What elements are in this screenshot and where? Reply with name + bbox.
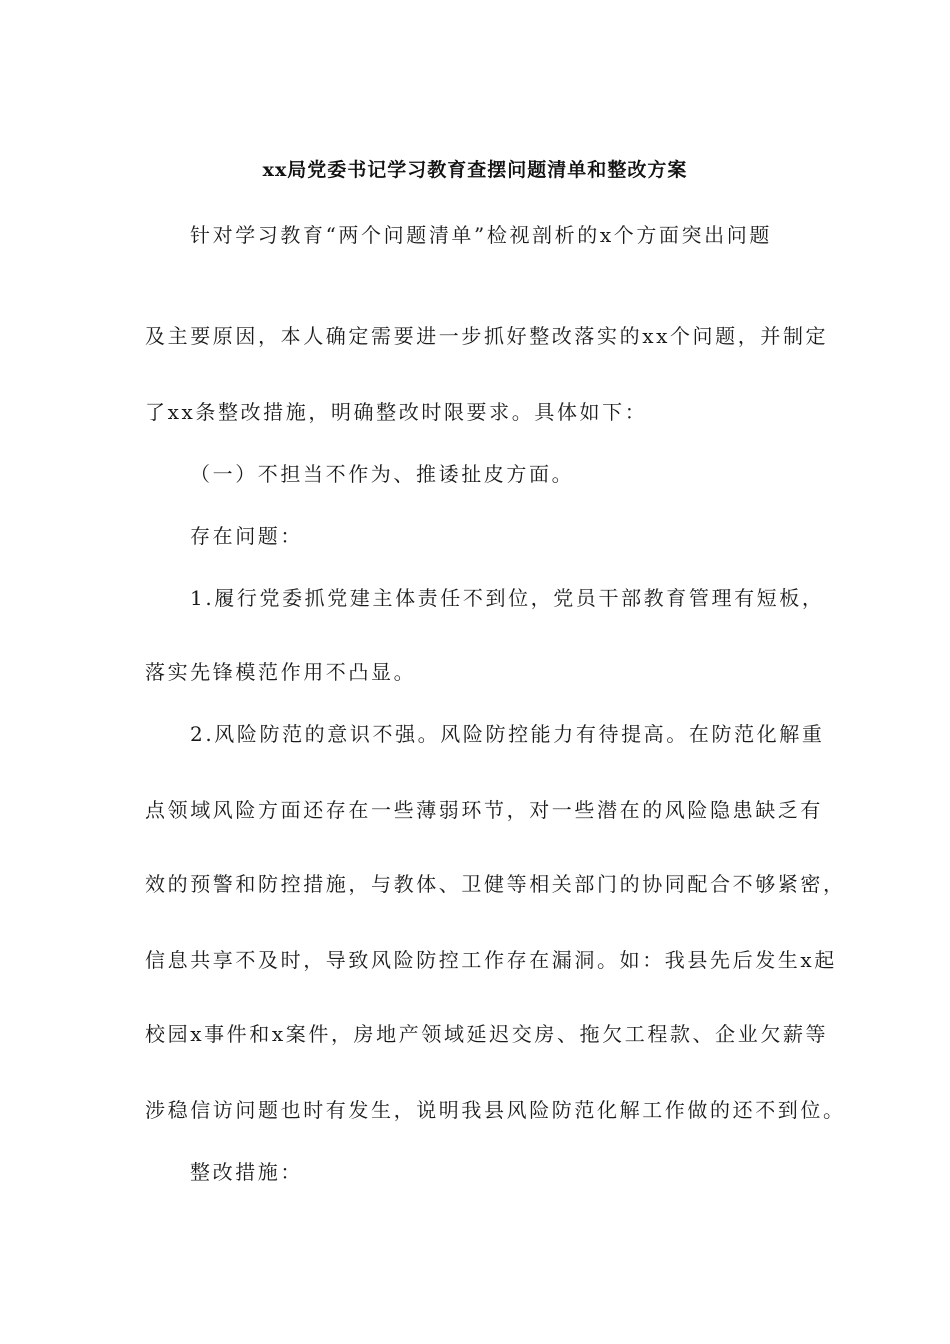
- problem-2-line-3: 效的预警和防控措施，与教体、卫健等相关部门的协同配合不够紧密，: [145, 872, 846, 896]
- problem-2-line-6: 涉稳信访问题也时有发生，说明我县风险防范化解工作做的还不到位。: [145, 1098, 846, 1122]
- problem-1-line-1: 1.履行党委抓党建主体责任不到位，党员干部教育管理有短板，: [190, 586, 825, 610]
- subheading-existing-problems: 存在问题：: [190, 524, 303, 548]
- problem-2-line-1: 2.风险防范的意识不强。风险防控能力有待提高。在防范化解重: [190, 722, 825, 746]
- paragraph-intro-line-2: 及主要原因，本人确定需要进一步抓好整改落实的xx个问题，并制定: [145, 324, 829, 348]
- problem-2-line-5: 校园x事件和x案件，房地产领域延迟交房、拖欠工程款、企业欠薪等: [145, 1022, 829, 1046]
- problem-2-line-2: 点领域风险方面还存在一些薄弱环节，对一些潜在的风险隐患缺乏有: [145, 798, 823, 822]
- section-heading-1: （一）不担当不作为、推诿扯皮方面。: [190, 462, 575, 486]
- problem-2-line-4: 信息共享不及时，导致风险防控工作存在漏洞。如：我县先后发生x起: [145, 948, 837, 972]
- paragraph-intro-line-3: 了xx条整改措施，明确整改时限要求。具体如下：: [145, 400, 648, 424]
- problem-1-line-2: 落实先锋模范作用不凸显。: [145, 660, 417, 684]
- subheading-rectification-measures: 整改措施：: [190, 1160, 303, 1184]
- paragraph-intro-line-1: 针对学习教育“两个问题清单”检视剖析的x个方面突出问题: [190, 223, 772, 247]
- document-title: xx局党委书记学习教育查摆问题清单和整改方案: [262, 159, 688, 181]
